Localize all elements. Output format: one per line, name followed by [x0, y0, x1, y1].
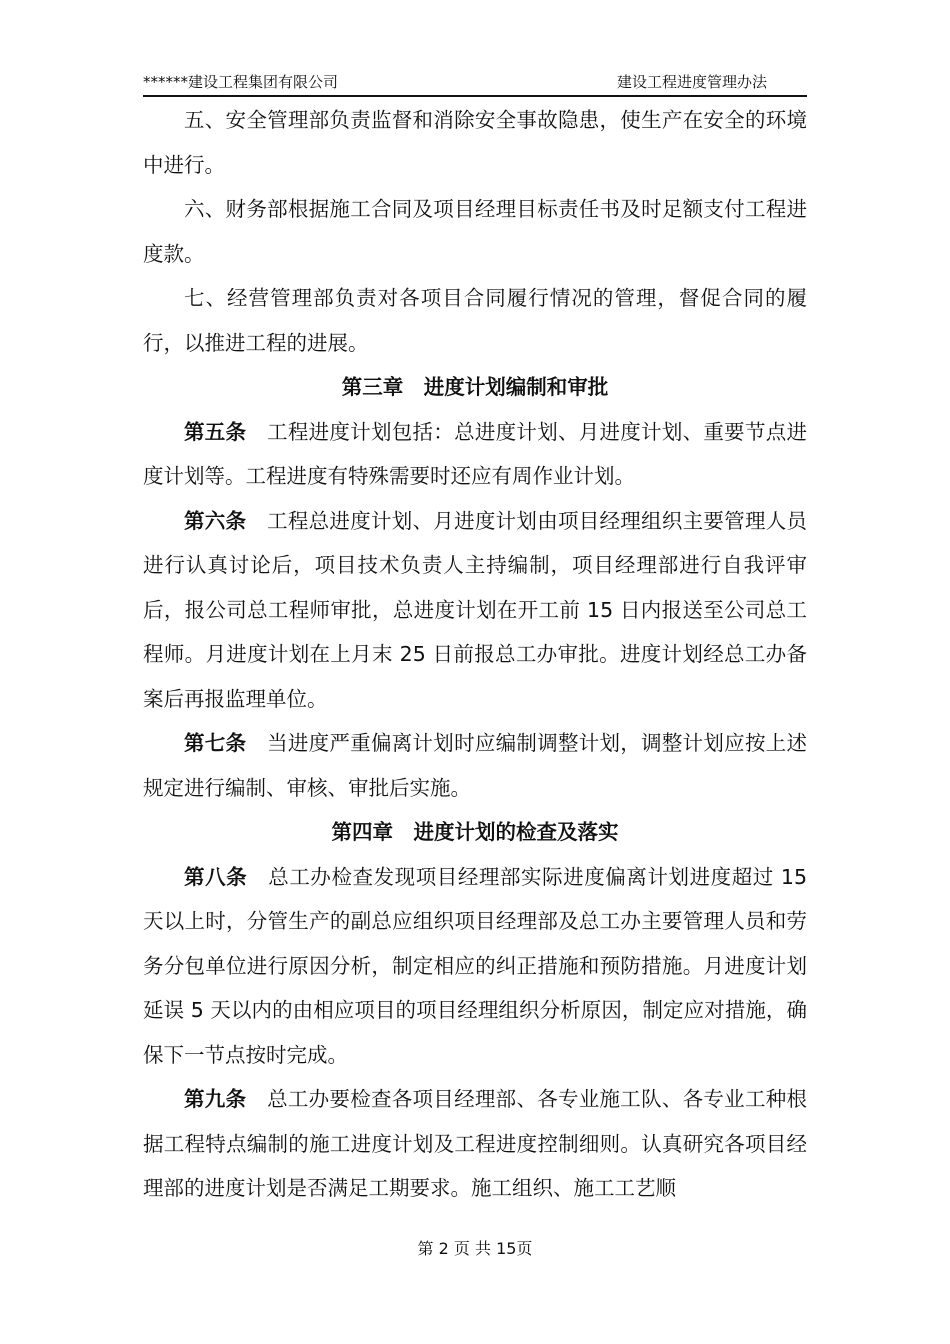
paragraph: 七、经营管理部负责对各项目合同履行情况的管理，督促合同的履行，以推进工程的进展。: [143, 286, 807, 355]
article-paragraph: 第九条 总工办要检查各项目经理部、各专业施工队、各专业工种根据工程特点编制的施工进度计划及工程进度控制细则。认真研究各项目经理部的进度计划是否满足工期要求。施工组织、施工工艺顺: [143, 1087, 807, 1200]
article-paragraph: 第五条 工程进度计划包括：总进度计划、月进度计划、重要节点进度计划等。工程进度有特殊需要时还应有周作业计划。: [143, 419, 807, 488]
article-number: 第五条: [184, 419, 247, 444]
header-doc-title: 建设工程进度管理办法: [616, 73, 767, 91]
document-body: [143, 98, 807, 1211]
chapter-heading: 第四章 进度计划的检查及落实: [331, 820, 619, 844]
paragraph: 六、财务部根据施工合同及项目经理目标责任书及时足额支付工程进度款。: [143, 197, 807, 266]
article-paragraph: 第七条 当进度严重偏离计划时应编制调整计划，调整计划应按上述规定进行编制、审核、审批后实施。: [143, 731, 807, 800]
article-paragraph: 第八条 总工办检查发现项目经理部实际进度偏离计划进度超过 15 天以上时，分管生产的副总应组织项目经理部及总工办主要管理人员和劳务分包单位进行原因分析，制定相应的纠正措施和预防措施。月进度计划延误 5 天以内的由相应项目的项目经理组织分析原因，制定应对措施，确保下一节点按时完成。: [143, 864, 807, 1067]
article-number: 第九条: [184, 1087, 247, 1111]
article-number: 第八条: [184, 864, 248, 889]
chapter-heading: 第三章 进度计划编制和审批: [341, 375, 609, 399]
article-paragraph: 第六条 工程总进度计划、月进度计划由项目经理组织主要管理人员进行认真讨论后，项目技术负责人主持编制，项目经理部进行自我评审后，报公司总工程师审批，总进度计划在开工前 15 日内报送至公司总工程师。月进度计划在上月末 25 日前报总工办审批。进度计划经总工办备案后再报监理单位。: [143, 508, 807, 711]
page-header: [143, 67, 807, 97]
page-footer: 第 2 页 共 15页: [417, 1239, 533, 1258]
header-company: ******建设工程集团有限公司: [143, 73, 339, 91]
article-number: 第六条: [184, 508, 247, 533]
paragraph: 五、安全管理部负责监督和消除安全事故隐患，使生产在安全的环境中进行。: [143, 108, 807, 177]
article-number: 第七条: [184, 731, 247, 755]
